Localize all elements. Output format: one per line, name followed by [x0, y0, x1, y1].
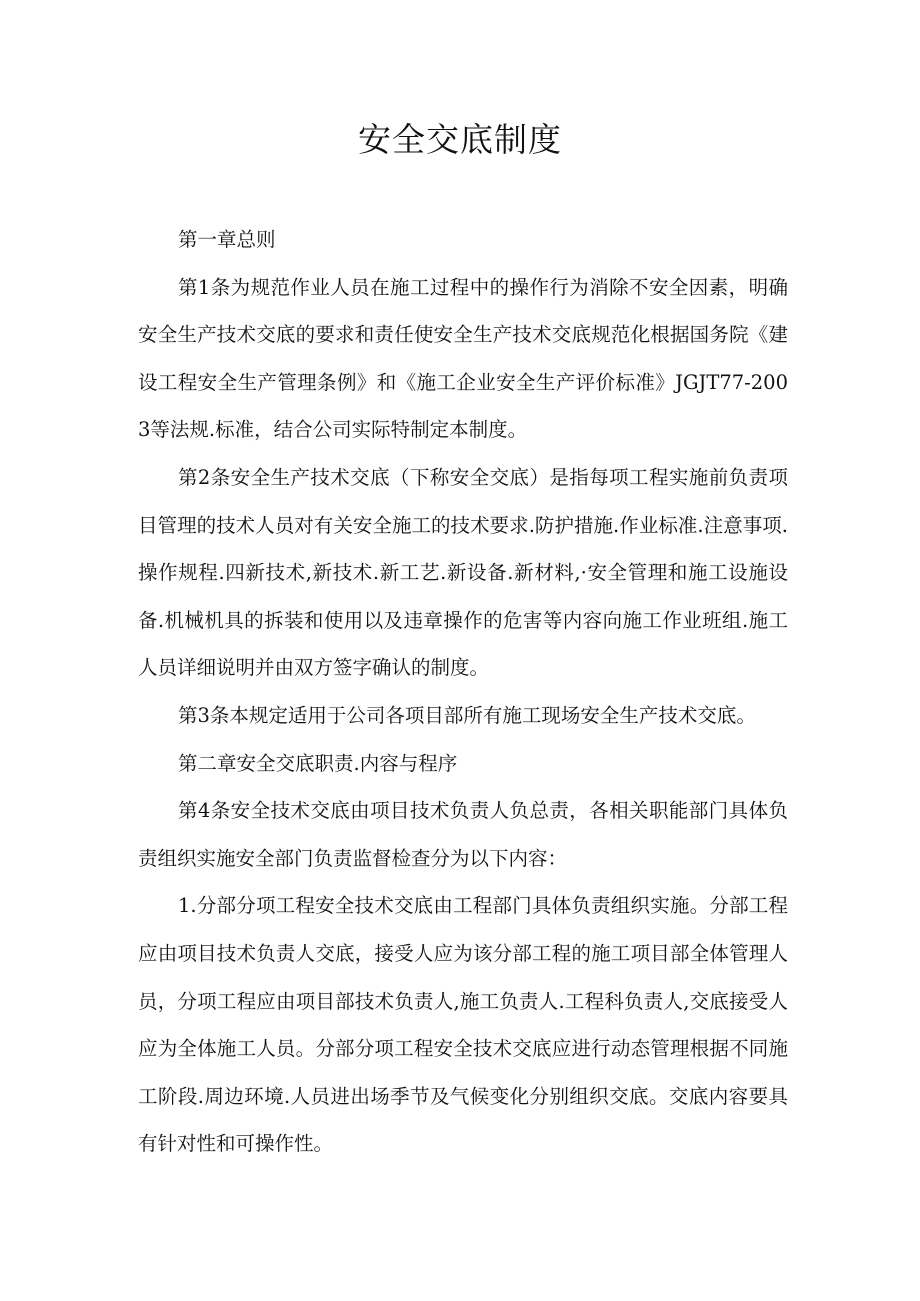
document-body: [138, 216, 788, 1168]
document-title: 安全交底制度: [358, 120, 562, 159]
article-2-paragraph: 第2条安全生产技术交底（下称安全交底）是指每项工程实施前负责项目管理的技术人员对有关安全施工的技术要求.防护措施.作业标准.注意事项.操作规程.四新技术,新技术.新工艺.新设备.新材料,·安全管理和施工设施设备.机械机具的拆装和使用以及违章操作的危害等内容向施工作业班组.施工人员详细说明并由双方签字确认的制度。: [138, 465, 788, 680]
list-item-1-paragraph: 1.分部分项工程安全技术交底由工程部门具体负责组织实施。分部工程应由项目技术负责人交底，接受人应为该分部工程的施工项目部全体管理人员，分项工程应由项目部技术负责人,施工负责人.工程科负责人,交底接受人应为全体施工人员。分部分项工程安全技术交底应进行动态管理根据不同施工阶段.周边环境.人员进出场季节及气候变化分别组织交底。交底内容要具有针对性和可操作性。: [138, 894, 788, 1156]
article-1-paragraph: 第1条为规范作业人员在施工过程中的操作行为消除不安全因素，明确安全生产技术交底的要求和责任使安全生产技术交底规范化根据国务院《建设工程安全生产管理条例》和《施工企业安全生产评价标准》JGJT77-2003等法规.标准，结合公司实际特制定本制度。: [138, 275, 788, 442]
article-4-paragraph: 第4条安全技术交底由项目技术负责人负总责，各相关职能部门具体负责组织实施安全部门负责监督检查分为以下内容：: [138, 799, 788, 870]
article-3-paragraph: 第3条本规定适用于公司各项目部所有施工现场安全生产技术交底。: [178, 703, 756, 727]
chapter-heading-2: 第二章安全交底职责.内容与程序: [178, 751, 458, 775]
chapter-heading-1: 第一章总则: [178, 228, 276, 251]
